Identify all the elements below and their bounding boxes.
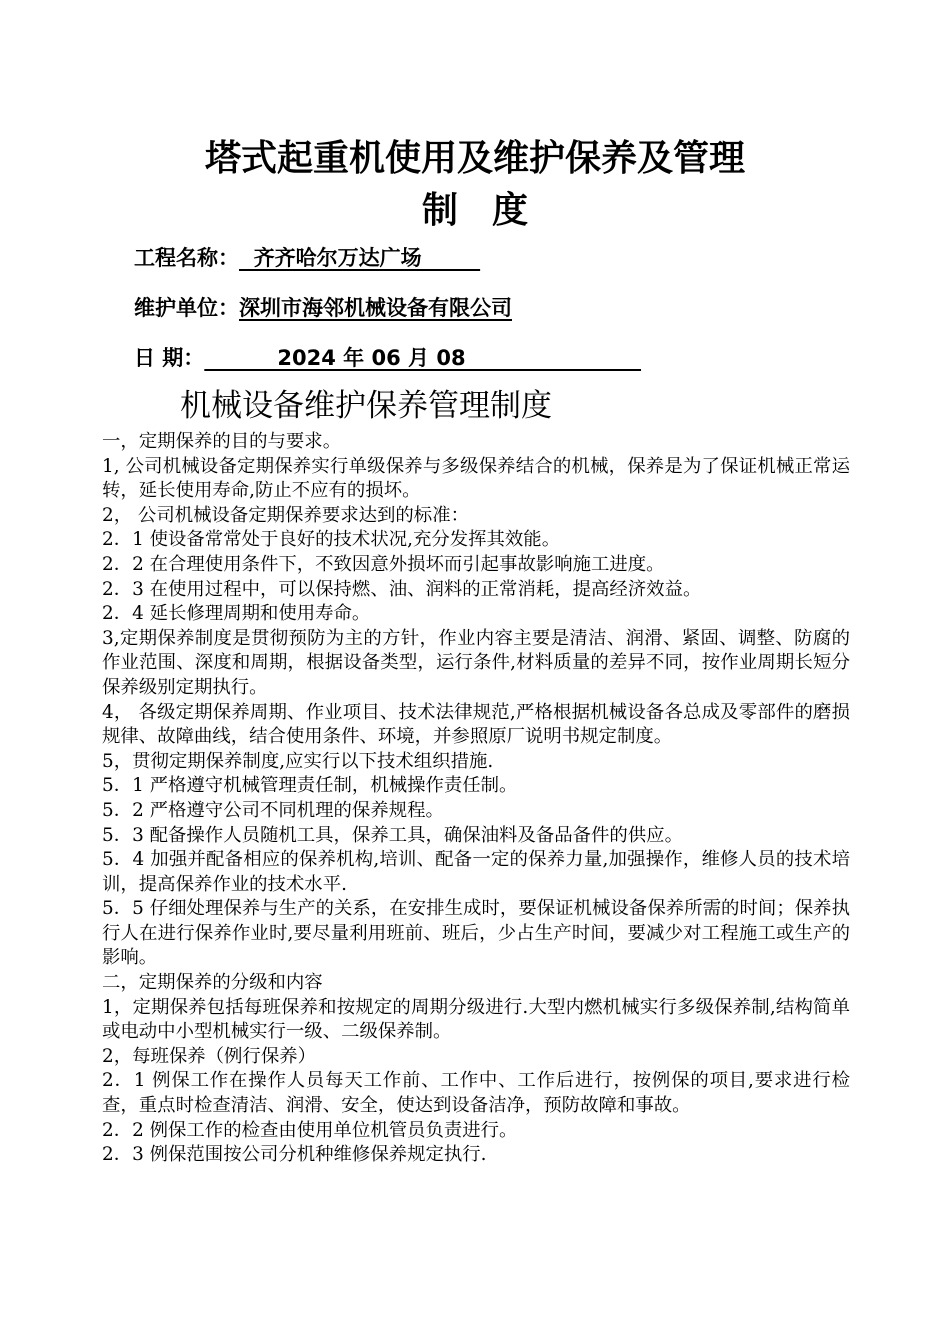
date-value: 2024 年 06 月 08 bbox=[204, 346, 642, 370]
maintenance-unit-value: 深圳市海邻机械设备有限公司 bbox=[239, 296, 512, 320]
date-label: 日 期： bbox=[134, 346, 205, 370]
paragraph: 2．3 在使用过程中，可以保持燃、油、润料的正常消耗，提高经济效益。 bbox=[102, 578, 702, 600]
paragraph: 5．4 加强并配备相应的保养机构,培训、配备一定的保养力量,加强操作，维修人员的技术培训，提高保养作业的技术水平. bbox=[102, 849, 850, 895]
paragraph: 5．3 配备操作人员随机工具，保养工具，确保油料及备品备件的供应。 bbox=[102, 824, 683, 846]
paragraph: 1, 公司机械设备定期保养实行单级保养与多级保养结合的机械，保养是为了保证机械正常运转，延长使用寿命,防止不应有的损坏。 bbox=[102, 455, 850, 502]
paragraph: 2．2 例保工作的检查由使用单位机管员负责进行。 bbox=[102, 1119, 518, 1141]
paragraph: 一，定期保养的目的与要求。 bbox=[102, 431, 342, 452]
maintenance-unit-row bbox=[134, 293, 512, 323]
paragraph: 二，定期保养的分级和内容 bbox=[102, 972, 323, 994]
project-name-row bbox=[134, 243, 480, 273]
date-row bbox=[134, 343, 641, 373]
paragraph: 2．1 使设备常常处于良好的技术状况,充分发挥其效能。 bbox=[102, 529, 561, 551]
paragraph: 2．2 在合理使用条件下，不致因意外损坏而引起事故影响施工进度。 bbox=[102, 553, 665, 575]
project-name-value: 齐齐哈尔万达广场 bbox=[239, 246, 481, 270]
paragraph: 2．1 例保工作在操作人员每天工作前、工作中、工作后进行，按例保的项目,要求进行检查，重点时检查清洁、润滑、安全，使达到设备洁净，预防故障和事故。 bbox=[102, 1070, 850, 1117]
maintenance-unit-label: 维护单位： bbox=[134, 296, 239, 320]
paragraph: 4， 各级定期保养周期、作业项目、技术法律规范,严格根据机械设备各总成及零部件的磨损规律、故障曲线，结合使用条件、环境，并参照原厂说明书规定制度。 bbox=[102, 701, 850, 748]
project-name-label: 工程名称： bbox=[134, 246, 239, 270]
body-text bbox=[102, 430, 850, 1168]
paragraph: 1，定期保养包括每班保养和按规定的周期分级进行.大型内燃机械实行多级保养制,结构简单或电动中小型机械实行一级、二级保养制。 bbox=[102, 996, 850, 1043]
paragraph: 2．3 例保范围按公司分机种维修保养规定执行. bbox=[102, 1144, 487, 1166]
document-title-line1: 塔式起重机使用及维护保养及管理 bbox=[204, 138, 745, 179]
paragraph: 5，贯彻定期保养制度,应实行以下技术组织措施. bbox=[102, 750, 494, 772]
paragraph: 5．1 严格遵守机械管理责任制，机械操作责任制。 bbox=[102, 775, 518, 797]
paragraph: 5．5 仔细处理保养与生产的关系，在安排生成时，要保证机械设备保养所需的时间；保养执行人在进行保养作业时,要尽量利用班前、班后，少占生产时间，要减少对工程施工或生产的影响。 bbox=[102, 898, 850, 969]
paragraph: 3,定期保养制度是贯彻预防为主的方针，作业内容主要是清洁、润滑、紧固、调整、防腐的作业范围、深度和周期，根据设备类型，运行条件,材料质量的差异不同，按作业周期长短分保养级别定期执行。 bbox=[102, 627, 850, 698]
paragraph: 2，每班保养（例行保养） bbox=[102, 1045, 316, 1067]
paragraph: 2．4 延长修理周期和使用寿命。 bbox=[102, 603, 371, 625]
section-title: 机械设备维护保养管理制度 bbox=[180, 388, 552, 424]
paragraph: 5．2 严格遵守公司不同机理的保养规程。 bbox=[102, 799, 444, 821]
document-title-line2: 制度 bbox=[421, 190, 562, 231]
paragraph: 2， 公司机械设备定期保养要求达到的标准： bbox=[102, 504, 469, 526]
